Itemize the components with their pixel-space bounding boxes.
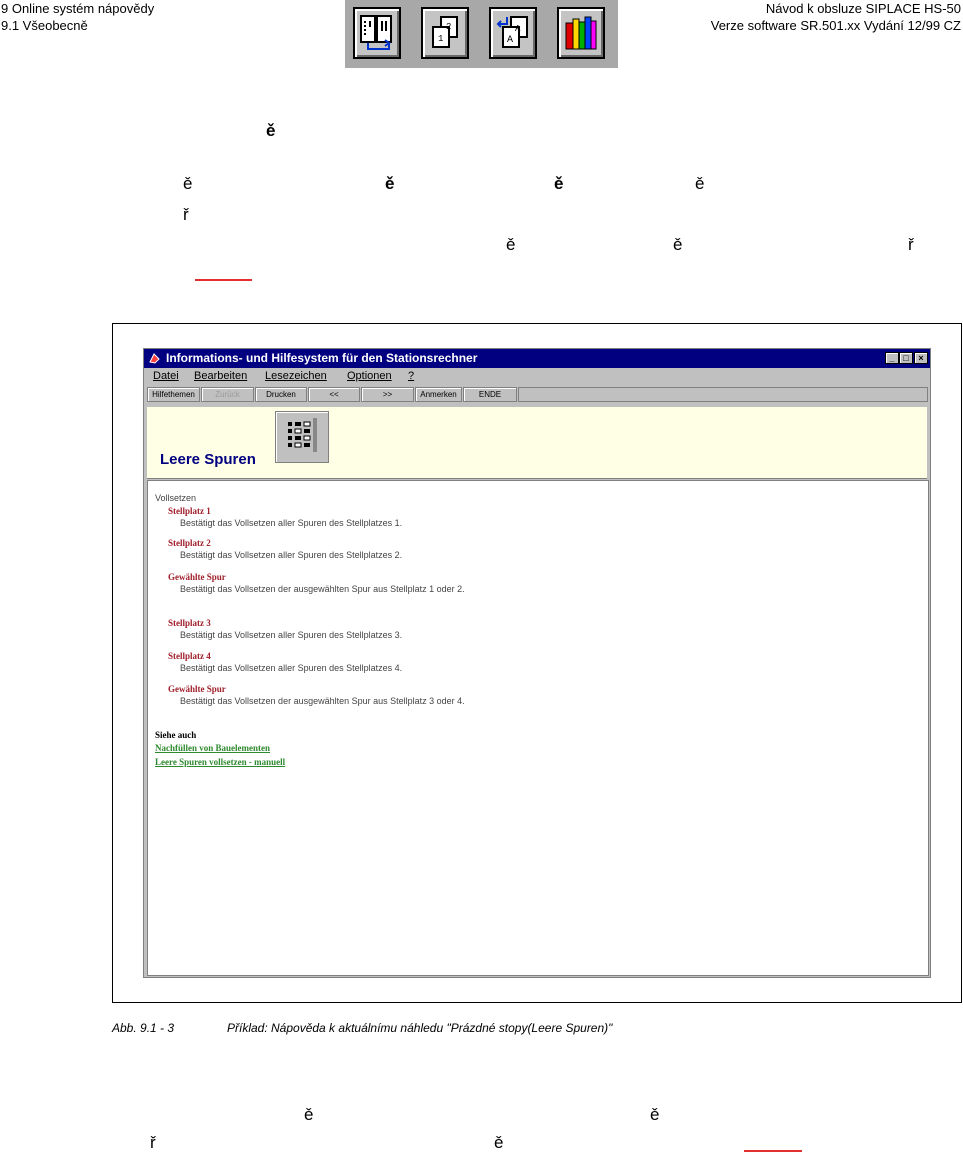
text-fragment: ř [908,235,914,254]
toolbar-empty-area [518,387,928,402]
maximize-button[interactable]: □ [899,352,913,364]
text-fragment: ě [673,235,683,254]
header-chapter: 9 Online systém nápovědy [1,1,155,16]
header-section: 9.1 Všeobecně [1,18,88,33]
item-description: Bestätigt das Vollsetzen der ausgewählten Spur aus Stellplatz 1 oder 2. [180,584,465,594]
menu-lesezeichen[interactable]: Lesezeichen [265,370,327,382]
item-title: Gewählte Spur [168,684,226,694]
topic-title: Leere Spuren [160,451,256,468]
see-also-label: Siehe auch [155,730,197,740]
app-icon [148,352,161,365]
text-fragment: ě [385,174,395,193]
item-description: Bestätigt das Vollsetzen der ausgewählten Spur aus Stellplatz 3 oder 4. [180,696,465,706]
text-fragment: ě [183,174,193,193]
menu-optionen[interactable]: Optionen [347,370,392,382]
topic-header [147,407,927,479]
menu-bar [144,368,930,385]
header-manual-title: Návod k obsluze SIPLACE HS-50 [765,1,961,16]
text-fragment: ř [183,205,189,224]
see-also-link[interactable]: Leere Spuren vollsetzen - manuell [155,757,286,767]
help-content-pane [147,480,929,976]
empty-tracks-icon [275,411,329,463]
next-button[interactable]: >> [361,387,414,402]
item-title: Stellplatz 4 [168,651,211,661]
text-fragment: ě [695,174,705,193]
print-button[interactable]: Drucken [255,387,307,402]
menu-bearbeiten[interactable]: Bearbeiten [194,370,248,382]
link-underline[interactable] [744,1150,802,1152]
nav-icon-bar [345,0,618,68]
text-fragment: ě [304,1105,314,1124]
window-title: Informations- und Hilfesystem für den Stationsrechner [166,351,478,365]
see-also-link[interactable]: Nachfüllen von Bauelementen [155,743,271,753]
figure-caption [112,1021,613,1035]
text-fragment: ě [494,1133,504,1152]
heading-fragment: ě [266,121,276,140]
item-title: Gewählte Spur [168,572,226,582]
minimize-button[interactable]: _ [885,352,899,364]
figure-caption-text: Příklad: Nápověda k aktuálnímu náhledu "Prázdné stopy(Leere Spuren)" [227,1021,613,1035]
contents-icon[interactable] [353,7,401,59]
back-button[interactable]: Zurück [201,387,254,402]
title-bar [144,349,930,368]
close-button[interactable]: × [914,352,928,364]
item-description: Bestätigt das Vollsetzen aller Spuren des Stellplatzes 4. [180,663,403,673]
library-books-icon[interactable] [557,7,605,59]
svg-text:A: A [507,35,514,46]
svg-text:A: A [515,24,521,34]
back-pages-icon[interactable] [489,7,537,59]
item-description: Bestätigt das Vollsetzen aller Spuren des Stellplatzes 3. [180,630,403,640]
previous-button[interactable]: << [308,387,360,402]
contents-button[interactable]: Hilfethemen [147,387,200,402]
item-description: Bestätigt das Vollsetzen aller Spuren des Stellplatzes 1. [180,518,403,528]
exit-button[interactable]: ENDE [463,387,517,402]
menu-help[interactable]: ? [408,370,415,382]
figure-number: Abb. 9.1 - 3 [112,1021,175,1035]
item-title: Stellplatz 1 [168,506,211,516]
toolbar [144,386,930,404]
link-underline[interactable] [195,279,252,281]
text-fragment: ě [506,235,516,254]
text-fragment: ř [150,1133,156,1152]
item-description: Bestätigt das Vollsetzen aller Spuren des Stellplatzes 2. [180,550,403,560]
svg-text:1: 1 [438,34,444,44]
text-fragment: ě [554,174,564,193]
item-title: Stellplatz 3 [168,618,211,628]
item-title: Stellplatz 2 [168,538,211,548]
section-heading: Vollsetzen [155,493,197,503]
header-version: Verze software SR.501.xx Vydání 12/99 CZ [710,18,961,33]
menu-datei[interactable]: Datei [153,370,179,382]
text-fragment: ě [650,1105,660,1124]
svg-text:2: 2 [446,22,452,32]
annotate-button[interactable]: Anmerken [415,387,462,402]
pages-icon[interactable] [421,7,469,59]
help-window [143,348,931,978]
